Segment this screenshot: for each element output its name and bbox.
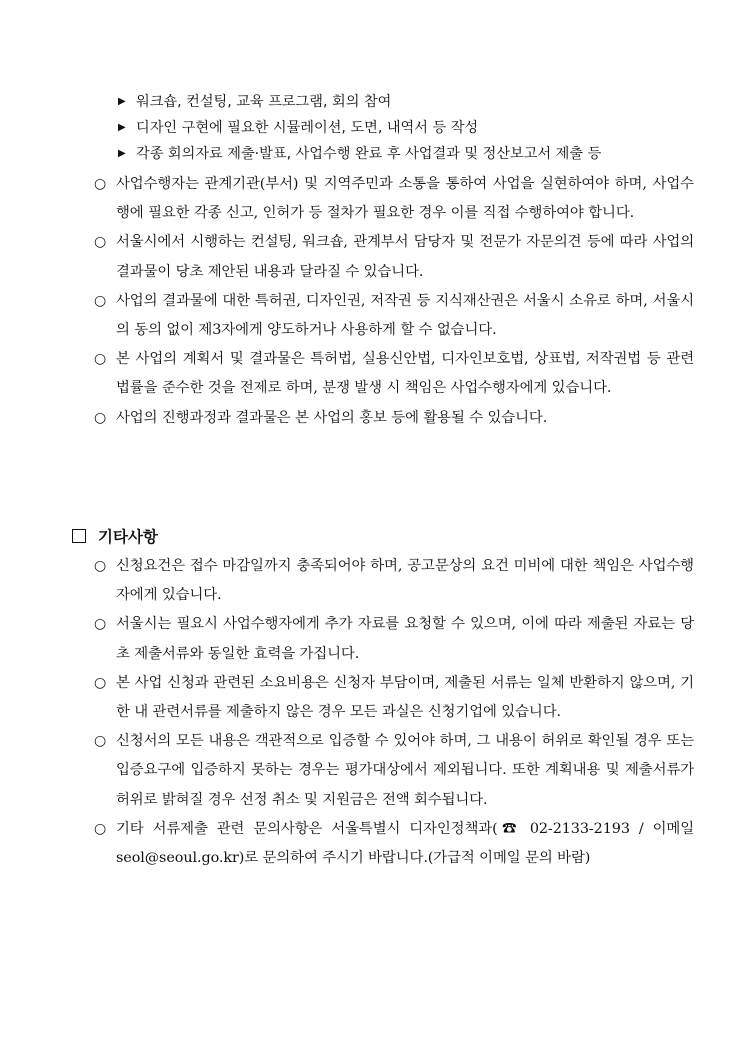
sub-bullet-item xyxy=(118,141,718,167)
section-heading xyxy=(72,524,158,548)
circle-bullet-icon: ○ xyxy=(94,820,107,837)
obligations-list xyxy=(94,170,694,433)
list-item xyxy=(94,287,694,345)
list-item xyxy=(94,815,694,873)
etc-list xyxy=(94,552,694,873)
section-title: 기타사항 xyxy=(98,528,158,546)
circle-bullet-icon: ○ xyxy=(94,616,107,633)
list-item xyxy=(94,228,694,286)
list-item-text: 기타 서류제출 관련 문의사항은 서울특별시 디자인정책과(☎ 02-2133-2193 / 이메일 seol@seoul.go.kr)로 문의하여 주시기 바랍니다.(가급적 이메일 문의 바람) xyxy=(116,820,694,867)
list-item-text: 사업의 진행과정과 결과물은 본 사업의 홍보 등에 활용될 수 있습니다. xyxy=(116,409,548,426)
list-item xyxy=(94,669,694,727)
sub-bullet-text: 워크숍, 컨설팅, 교육 프로그램, 회의 참여 xyxy=(136,94,392,110)
circle-bullet-icon: ○ xyxy=(94,176,107,192)
list-item-text: 사업의 결과물에 대한 특허권, 디자인권, 저작권 등 지식재산권은 서울시 소유로 하며, 서울시의 동의 없이 제3자에게 양도하거나 사용하게 할 수 없습니다. xyxy=(116,292,694,339)
circle-bullet-icon: ○ xyxy=(94,234,107,251)
list-item xyxy=(94,404,694,433)
list-item-text: 신청요건은 접수 마감일까지 충족되어야 하며, 공고문상의 요건 미비에 대한 책임은 사업수행자에게 있습니다. xyxy=(116,558,694,604)
list-item xyxy=(94,610,694,668)
list-item xyxy=(94,552,694,610)
sub-bullet-item xyxy=(118,115,718,141)
list-item-text: 사업수행자는 관계기관(부서) 및 지역주민과 소통을 통하여 사업을 실현하여야 하며, 사업수행에 필요한 각종 신고, 인허가 등 절차가 필요한 경우 이를 직접 수행하여야 합니다. xyxy=(116,176,694,222)
sub-bullet-text: 디자인 구현에 필요한 시뮬레이션, 도면, 내역서 등 작성 xyxy=(136,120,479,136)
triangle-bullet-icon: ▶ xyxy=(118,96,126,107)
triangle-bullet-icon: ▶ xyxy=(118,122,126,133)
list-item-text: 서울시는 필요시 사업수행자에게 추가 자료를 요청할 수 있으며, 이에 따라 제출된 자료는 당초 제출서류와 동일한 효력을 가집니다. xyxy=(116,616,694,662)
list-item xyxy=(94,727,694,815)
sub-bullet-item xyxy=(118,89,718,115)
sub-bullet-text: 각종 회의자료 제출·발표, 사업수행 완료 후 사업결과 및 정산보고서 제출 등 xyxy=(136,146,602,162)
list-item-text: 신청서의 모든 내용은 객관적으로 입증할 수 있어야 하며, 그 내용이 허위로 확인될 경우 또는 입증요구에 입증하지 못하는 경우는 평가대상에서 제외됩니다. 또한 계획내용 및 제출서류가 허위로 밝혀질 경우 선정 취소 및 지원금은 전액 회수됩니다. xyxy=(116,733,694,808)
triangle-bullet-icon: ▶ xyxy=(118,148,126,159)
sub-bullet-list xyxy=(118,89,718,167)
list-item-text: 서울시에서 시행하는 컨설팅, 워크숍, 관계부서 담당자 및 전문가 자문의견 등에 따라 사업의 결과물이 당초 제안된 내용과 달라질 수 있습니다. xyxy=(116,234,694,280)
list-item-text: 본 사업의 계획서 및 결과물은 특허법, 실용신안법, 디자인보호법, 상표법, 저작권법 등 관련 법률을 준수한 것을 전제로 하며, 분쟁 발생 시 책임은 사업수행자에게 있습니다. xyxy=(116,351,694,397)
circle-bullet-icon: ○ xyxy=(94,674,107,691)
circle-bullet-icon: ○ xyxy=(94,733,107,750)
checkbox-square-icon xyxy=(72,529,86,543)
circle-bullet-icon: ○ xyxy=(94,351,107,368)
circle-bullet-icon: ○ xyxy=(94,409,107,426)
list-item xyxy=(94,170,694,228)
circle-bullet-icon: ○ xyxy=(94,558,107,574)
list-item xyxy=(94,345,694,403)
list-item-text: 본 사업 신청과 관련된 소요비용은 신청자 부담이며, 제출된 서류는 일체 반환하지 않으며, 기한 내 관련서류를 제출하지 않은 경우 모든 과실은 신청기업에 있습니다. xyxy=(116,674,694,721)
circle-bullet-icon: ○ xyxy=(94,292,107,309)
